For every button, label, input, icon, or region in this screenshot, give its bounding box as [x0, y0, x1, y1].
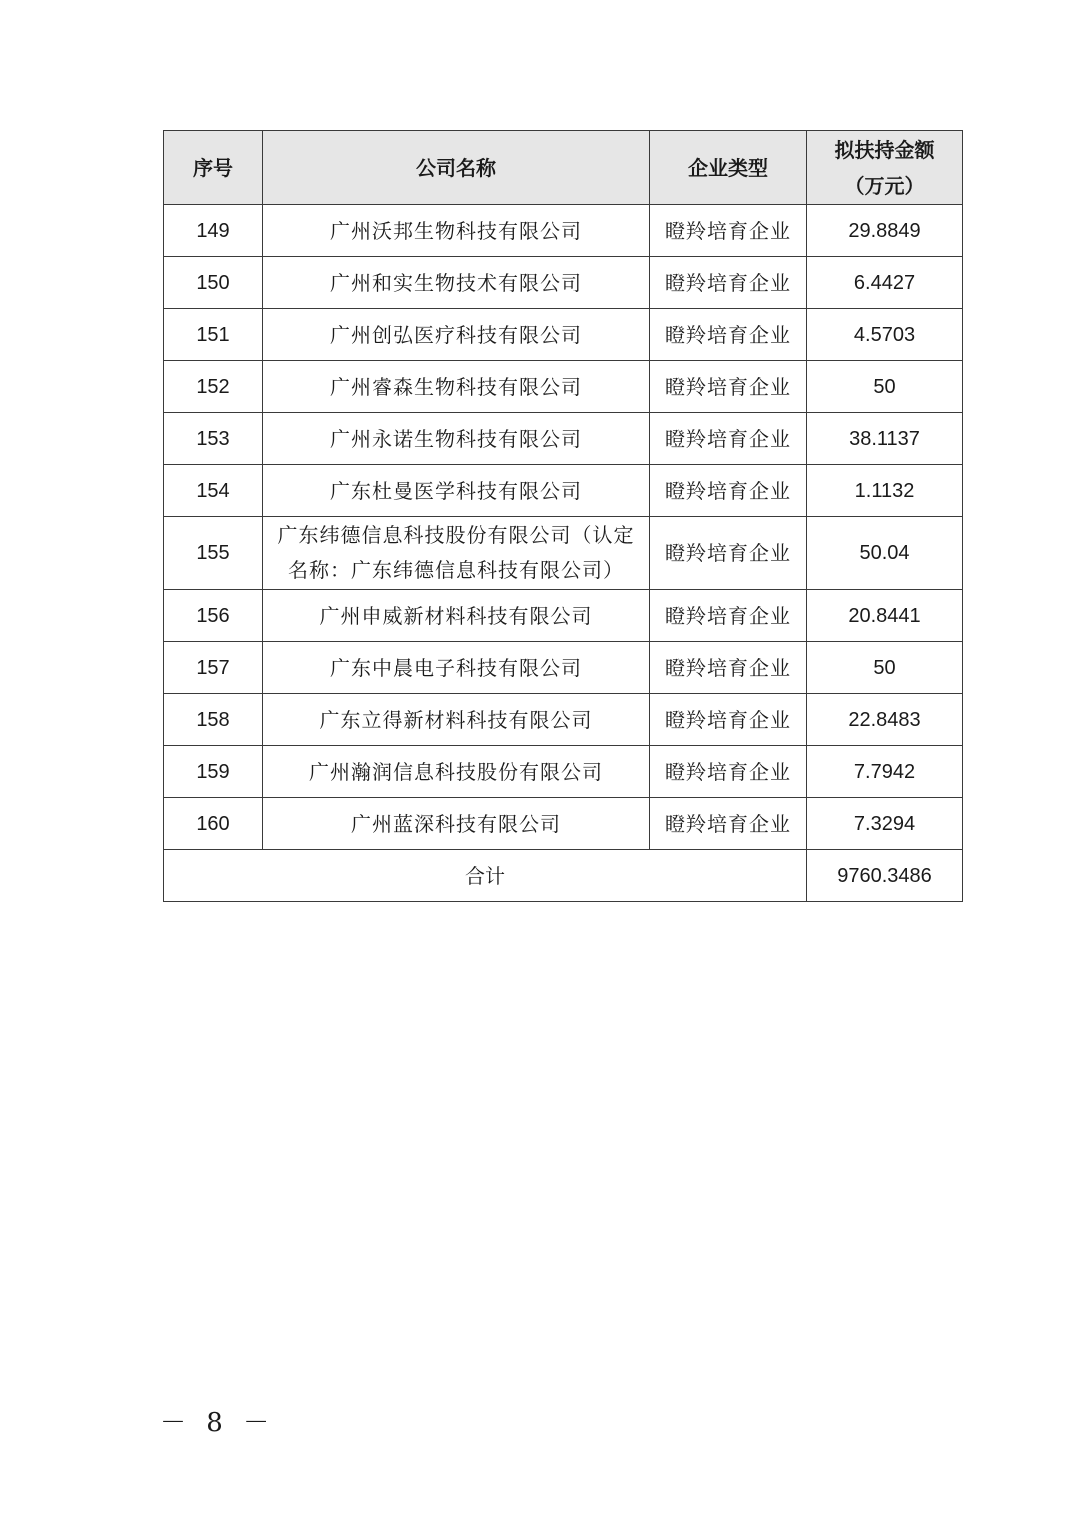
row-company-name: 广东立得新材料科技有限公司: [263, 694, 650, 746]
row-amount: 22.8483: [807, 694, 963, 746]
header-no: 序号: [164, 131, 263, 205]
row-no: 155: [164, 517, 263, 590]
row-no: 152: [164, 361, 263, 413]
row-amount: 7.7942: [807, 746, 963, 798]
row-no: 160: [164, 798, 263, 850]
row-no: 151: [164, 309, 263, 361]
table-row: [164, 746, 963, 798]
row-amount: 50.04: [807, 517, 963, 590]
table-row: [164, 798, 963, 850]
table-row: [164, 361, 963, 413]
row-amount: 7.3294: [807, 798, 963, 850]
row-company-name: 广州蓝深科技有限公司: [263, 798, 650, 850]
table-row: [164, 413, 963, 465]
row-company-name: 广州和实生物技术有限公司: [263, 257, 650, 309]
funding-table: [163, 130, 963, 902]
row-company-name: 广州永诺生物科技有限公司: [263, 413, 650, 465]
table-row: [164, 517, 963, 590]
row-enterprise-type: 瞪羚培育企业: [650, 257, 807, 309]
table-row: [164, 309, 963, 361]
row-amount: 1.1132: [807, 465, 963, 517]
row-no: 157: [164, 642, 263, 694]
header-company-name: 公司名称: [263, 131, 650, 205]
row-company-name-line2: 名称：广东纬德信息科技有限公司）: [288, 558, 624, 582]
row-enterprise-type: 瞪羚培育企业: [650, 746, 807, 798]
table-row: [164, 465, 963, 517]
row-enterprise-type: 瞪羚培育企业: [650, 694, 807, 746]
row-amount: 29.8849: [807, 205, 963, 257]
row-amount: 50: [807, 361, 963, 413]
row-enterprise-type: 瞪羚培育企业: [650, 517, 807, 590]
row-enterprise-type: 瞪羚培育企业: [650, 413, 807, 465]
row-company-name: 广州沃邦生物科技有限公司: [263, 205, 650, 257]
total-row: [164, 850, 963, 902]
row-company-name: 广州睿森生物科技有限公司: [263, 361, 650, 413]
row-enterprise-type: 瞪羚培育企业: [650, 361, 807, 413]
header-amount-line2: （万元）: [844, 173, 925, 198]
total-label: 合计: [164, 850, 807, 902]
table-header-row: [164, 131, 963, 205]
row-company-name: 广东中晨电子科技有限公司: [263, 642, 650, 694]
row-company-name: 广州瀚润信息科技股份有限公司: [263, 746, 650, 798]
row-enterprise-type: 瞪羚培育企业: [650, 465, 807, 517]
header-amount-line1: 拟扶持金额: [834, 137, 935, 162]
table-row: [164, 590, 963, 642]
row-enterprise-type: 瞪羚培育企业: [650, 798, 807, 850]
row-enterprise-type: 瞪羚培育企业: [650, 590, 807, 642]
header-amount: [807, 131, 963, 205]
header-enterprise-type: 企业类型: [650, 131, 807, 205]
table-row: [164, 205, 963, 257]
row-amount: 20.8441: [807, 590, 963, 642]
total-amount: 9760.3486: [807, 850, 963, 902]
row-no: 150: [164, 257, 263, 309]
row-company-name: 广州申威新材料科技有限公司: [263, 590, 650, 642]
table-row: [164, 694, 963, 746]
page-number: － 8 －: [160, 1408, 276, 1438]
row-no: 153: [164, 413, 263, 465]
row-no: 158: [164, 694, 263, 746]
row-enterprise-type: 瞪羚培育企业: [650, 309, 807, 361]
row-company-name: 广州创弘医疗科技有限公司: [263, 309, 650, 361]
row-amount: 6.4427: [807, 257, 963, 309]
row-enterprise-type: 瞪羚培育企业: [650, 642, 807, 694]
row-company-name: 广东杜曼医学科技有限公司: [263, 465, 650, 517]
row-no: 159: [164, 746, 263, 798]
row-no: 149: [164, 205, 263, 257]
row-no: 154: [164, 465, 263, 517]
row-amount: 4.5703: [807, 309, 963, 361]
table-row: [164, 642, 963, 694]
row-company-name: [263, 517, 650, 590]
row-enterprise-type: 瞪羚培育企业: [650, 205, 807, 257]
row-no: 156: [164, 590, 263, 642]
row-amount: 50: [807, 642, 963, 694]
row-amount: 38.1137: [807, 413, 963, 465]
row-company-name-line1: 广东纬德信息科技股份有限公司（认定: [277, 523, 635, 547]
table-row: [164, 257, 963, 309]
